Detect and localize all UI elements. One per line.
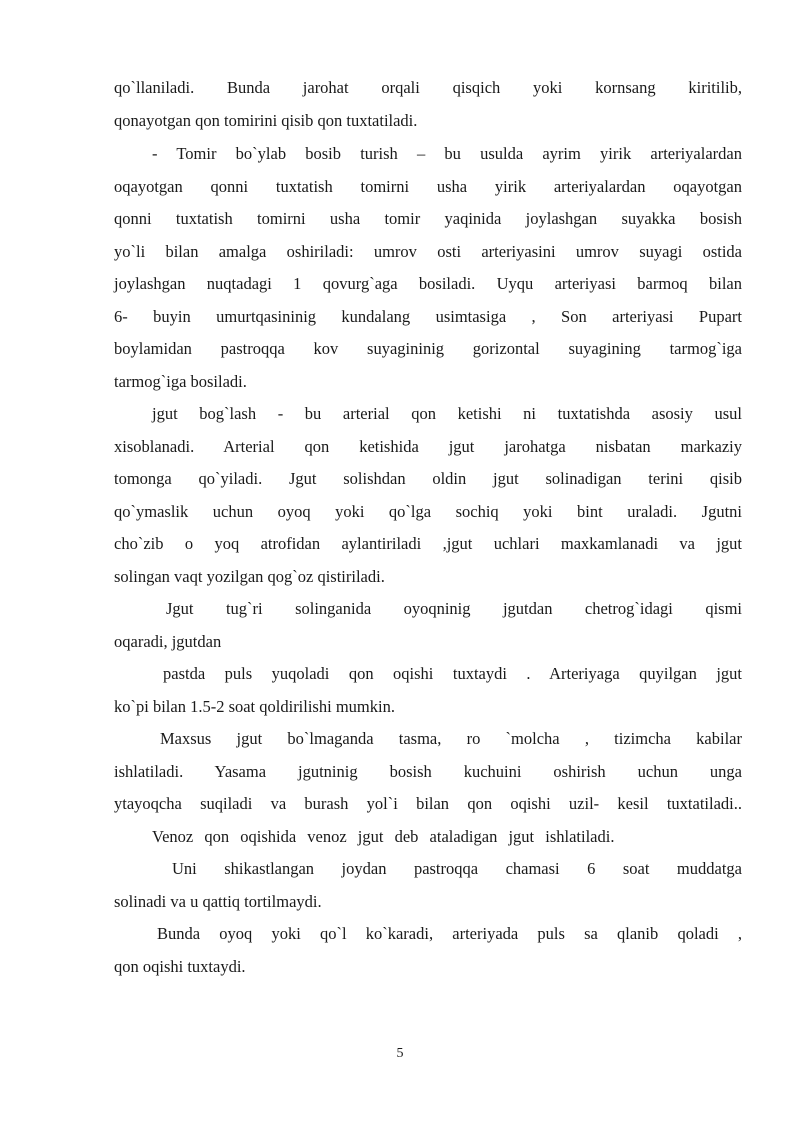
text-line: Jgut tug`ri solinganida oyoqninig jgutdan chetrog`idagi qismi <box>166 599 742 618</box>
text-line: Venoz qon oqishida venoz jgut deb ataladigan jgut ishlatiladi. <box>152 827 615 846</box>
text-line: cho`zib o yoq atrofidan aylantiriladi ,jgut uchlari maxkamlanadi va jgut <box>114 534 742 553</box>
text-line: 6- buyin umurtqasininig kundalang usimtasiga , Son arteriyasi Pupart <box>114 307 742 326</box>
text-line: xisoblanadi. Arterial qon ketishida jgut jarohatga nisbatan markaziy <box>114 437 742 456</box>
text-line: solinadi va u qattiq tortilmaydi. <box>114 892 322 911</box>
text-line: ytayoqcha suqiladi va burash yol`i bilan qon oqishi uzil- kesil tuxtatiladi.. <box>114 794 742 813</box>
text-line: qo`llaniladi. Bunda jarohat orqali qisqich yoki kornsang kiritilib, <box>114 78 742 97</box>
text-line: Bunda oyoq yoki qo`l ko`karadi, arteriyada puls sa qlanib qoladi , <box>157 924 742 943</box>
text-line: pastda puls yuqoladi qon oqishi tuxtaydi . Arteriyaga quyilgan jgut <box>163 664 742 683</box>
text-line: joylashgan nuqtadagi 1 qovurg`aga bosiladi. Uyqu arteriyasi barmoq bilan <box>114 274 742 293</box>
text-line: jgut bog`lash - bu arterial qon ketishi ni tuxtatishda asosiy usul <box>152 404 742 423</box>
page-number: 5 <box>396 1046 404 1061</box>
text-line: boylamidan pastroqqa kov suyagininig gorizontal suyagining tarmog`iga <box>114 339 742 358</box>
text-line: tarmog`iga bosiladi. <box>114 372 247 391</box>
text-line: yo`li bilan amalga oshiriladi: umrov osti arteriyasini umrov suyagi ostida <box>114 242 742 261</box>
text-line: qonayotgan qon tomirini qisib qon tuxtatiladi. <box>114 111 418 130</box>
text-line: Uni shikastlangan joydan pastroqqa chamasi 6 soat muddatga <box>172 859 742 878</box>
text-line: tomonga qo`yiladi. Jgut solishdan oldin jgut solinadigan terini qisib <box>114 469 742 488</box>
text-line: oqaradi, jgutdan <box>114 632 222 651</box>
text-line: solingan vaqt yozilgan qog`oz qistiriladi. <box>114 567 385 586</box>
text-line: - Tomir bo`ylab bosib turish – bu usulda ayrim yirik arteriyalardan <box>152 144 742 163</box>
text-line: ishlatiladi. Yasama jgutninig bosish kuchuini oshirish uchun unga <box>114 762 742 781</box>
text-line: qonni tuxtatish tomirni usha tomir yaqinida joylashgan suyakka bosish <box>114 209 742 228</box>
text-line: qon oqishi tuxtaydi. <box>114 957 246 976</box>
text-line: qo`ymaslik uchun oyoq yoki qo`lga sochiq yoki bint uraladi. Jgutni <box>114 502 742 521</box>
text-line: ko`pi bilan 1.5-2 soat qoldirilishi mumkin. <box>114 697 395 716</box>
text-line: oqayotgan qonni tuxtatish tomirni usha yirik arteriyalardan oqayotgan <box>114 177 742 196</box>
text-line: Maxsus jgut bo`lmaganda tasma, ro `molcha , tizimcha kabilar <box>160 729 742 748</box>
